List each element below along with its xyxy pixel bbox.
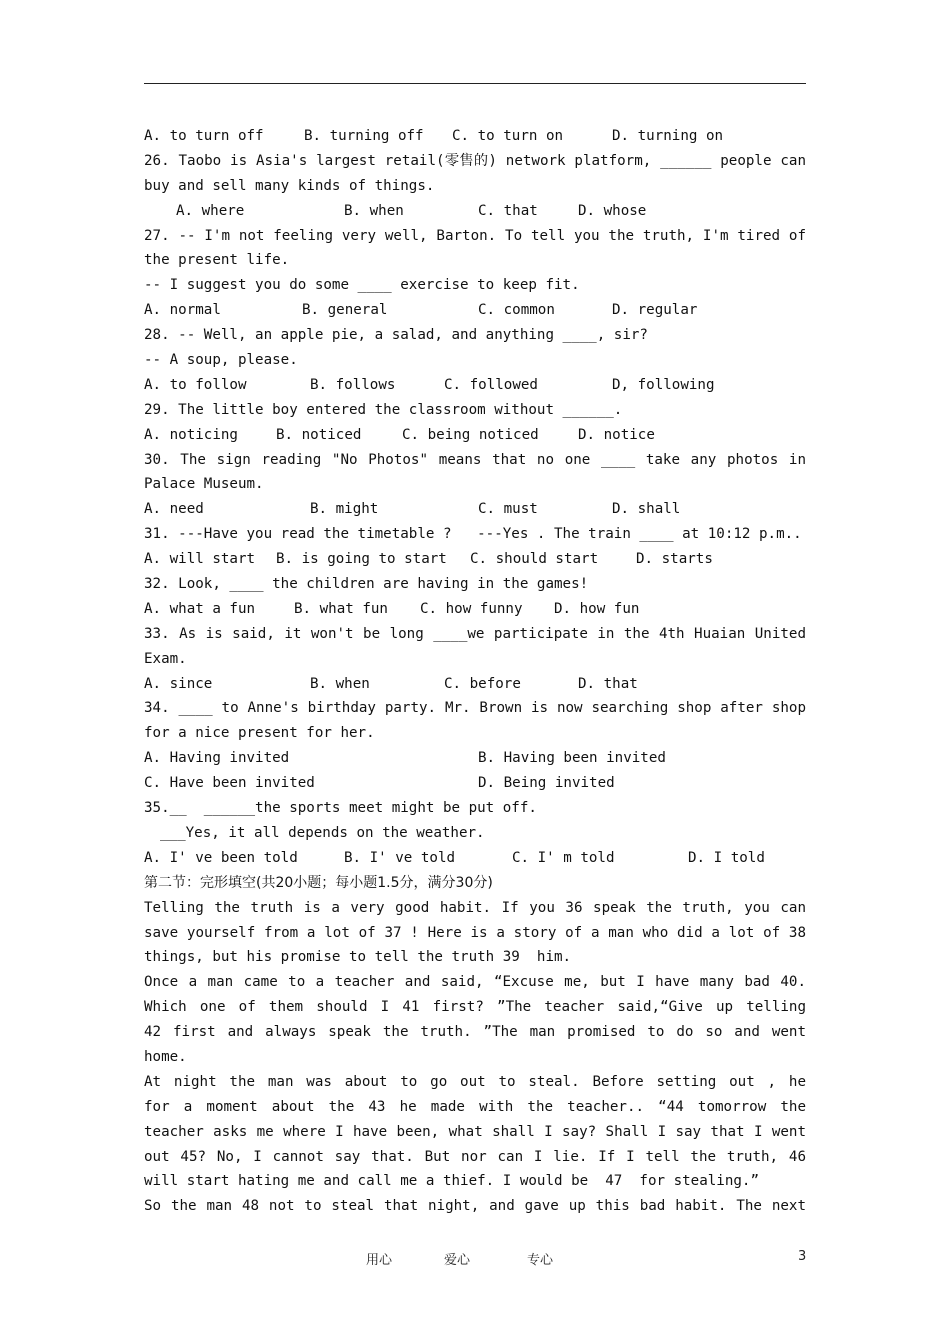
answer-option: A. Having invited — [144, 750, 290, 767]
answer-option: D. starts — [636, 551, 713, 568]
text-line: 26. Taobo is Asia's largest retail(零售的) network platform, ______ people can — [144, 152, 806, 169]
answer-option: C. before — [444, 675, 521, 692]
text-line: Telling the truth is a very good habit. If you 36 speak the truth, you can — [144, 899, 806, 916]
options-row — [144, 199, 806, 224]
answer-option: A. need — [144, 501, 204, 518]
answer-option: D. turning on — [612, 128, 724, 144]
answer-option: C. that — [478, 202, 538, 219]
answer-option: D, following — [612, 376, 715, 393]
answer-option: C. how funny — [420, 600, 523, 617]
text-line: 29. The little boy entered the classroom without ______. — [144, 401, 623, 418]
text-line: -- I suggest you do some ____ exercise to keep fit. — [144, 277, 580, 294]
answer-option: A. where — [176, 202, 245, 219]
answer-option: C. common — [478, 302, 555, 319]
text-line: -- A soup, please. — [144, 352, 298, 369]
options-row — [144, 423, 806, 448]
text-line: teacher asks me where I have been, what shall I say? Shall I say that I went — [144, 1123, 806, 1140]
answer-option: D. that — [578, 675, 638, 692]
text-line: 30. The sign reading "No Photos" means that no one ____ take any photos in — [144, 451, 806, 468]
answer-option: A. to follow — [144, 376, 247, 393]
text-line: Exam. — [144, 650, 187, 667]
text-line: save yourself from a lot of 37 ! Here is a story of a man who did a lot of 38 — [144, 924, 806, 941]
text-line: At night the man was about to go out to steal. Before setting out , he — [144, 1073, 806, 1090]
text-line: 28. -- Well, an apple pie, a salad, and anything ____, sir? — [144, 327, 648, 344]
options-row — [144, 771, 806, 796]
answer-option: B. when — [310, 675, 370, 692]
answer-option: C. to turn on — [452, 128, 564, 144]
answer-option: A. what a fun — [144, 600, 256, 617]
text-line: 42 first and always speak the truth. ”The man promised to do so and went — [144, 1024, 806, 1041]
text-line: Palace Museum. — [144, 476, 264, 493]
answer-option: C. must — [478, 501, 538, 518]
header-rule — [144, 83, 806, 84]
answer-option: B. Having been invited — [478, 750, 666, 767]
document-body — [144, 124, 806, 1219]
options-row — [144, 124, 806, 149]
text-line: home. — [144, 1048, 187, 1065]
answer-option: C. followed — [444, 376, 538, 393]
text-line: out 45? No, I cannot say that. But nor can I lie. If I tell the truth, 46 — [144, 1148, 806, 1165]
answer-option: C. Have been invited — [144, 775, 315, 792]
answer-option: D. shall — [612, 501, 681, 518]
footer-label-1: 用心 — [366, 1253, 393, 1268]
options-row — [144, 746, 806, 771]
answer-option: B. turning off — [304, 128, 424, 144]
answer-option: C. I' m told — [512, 849, 615, 866]
text-line: 32. Look, ____ the children are having in the games! — [144, 576, 589, 593]
answer-option: B. is going to start — [276, 551, 447, 568]
page-footer — [0, 1249, 950, 1269]
answer-option: A. normal — [144, 302, 221, 319]
options-row — [144, 547, 806, 572]
options-row — [144, 373, 806, 398]
answer-option: D. regular — [612, 302, 698, 319]
answer-option: A. I' ve been told — [144, 849, 298, 866]
answer-option: B. general — [302, 302, 388, 319]
answer-option: B. I' ve told — [344, 849, 456, 866]
text-line: ___Yes, it all depends on the weather. — [160, 824, 485, 841]
options-row — [144, 597, 806, 622]
text-line: 27. -- I'm not feeling very well, Barton. To tell you the truth, I'm tired of — [144, 227, 806, 244]
answer-option: A. since — [144, 675, 213, 692]
answer-option: D. I told — [688, 849, 765, 866]
options-row — [144, 846, 806, 871]
answer-option: C. should start — [470, 551, 599, 568]
answer-option: D. Being invited — [478, 775, 615, 792]
footer-label-2: 爱心 — [444, 1253, 471, 1268]
section-heading: 第二节：完形填空(共20小题；每小题1.5分，满分30分) — [144, 874, 493, 891]
page-number: 3 — [798, 1249, 807, 1264]
text-line: 34. ____ to Anne's birthday party. Mr. Brown is now searching shop after shop — [144, 700, 806, 717]
answer-option: C. being noticed — [402, 426, 539, 443]
answer-option: B. noticed — [276, 426, 362, 443]
answer-option: B. what fun — [294, 600, 388, 617]
answer-option: B. follows — [310, 376, 396, 393]
text-line: 33. As is said, it won't be long ____we participate in the 4th Huaian United — [144, 625, 806, 642]
text-line: for a nice present for her. — [144, 725, 375, 742]
text-line: will start hating me and call me a thief. I would be 47 for stealing.” — [144, 1173, 759, 1190]
answer-option: A. to turn off — [144, 128, 264, 144]
text-line: Which one of them should I 41 first? ”The teacher said,“Give up telling — [144, 999, 806, 1016]
answer-option: D. whose — [578, 202, 647, 219]
answer-option: D. how fun — [554, 600, 640, 617]
options-row — [144, 298, 806, 323]
options-row — [144, 497, 806, 522]
options-row — [144, 672, 806, 697]
text-line: 35.__ ______the sports meet might be put off. — [144, 800, 537, 817]
text-line: the present life. — [144, 252, 290, 269]
footer-label-3: 专心 — [527, 1253, 554, 1268]
text-line: So the man 48 not to steal that night, and gave up this bad habit. The next — [144, 1198, 806, 1215]
answer-option: A. will start — [144, 551, 256, 568]
answer-option: B. when — [344, 202, 404, 219]
text-line: buy and sell many kinds of things. — [144, 177, 435, 194]
text-line: Once a man came to a teacher and said, “Excuse me, but I have many bad 40. — [144, 974, 806, 991]
answer-option: B. might — [310, 501, 379, 518]
answer-option: A. noticing — [144, 426, 238, 443]
text-line: things, but his promise to tell the truth 39 him. — [144, 949, 572, 966]
answer-option: D. notice — [578, 426, 655, 443]
text-line: for a moment about the 43 he made with the teacher.. “44 tomorrow the — [144, 1098, 806, 1115]
text-line: 31. ---Have you read the timetable ? ---Yes . The train ____ at 10:12 p.m.. — [144, 526, 802, 543]
